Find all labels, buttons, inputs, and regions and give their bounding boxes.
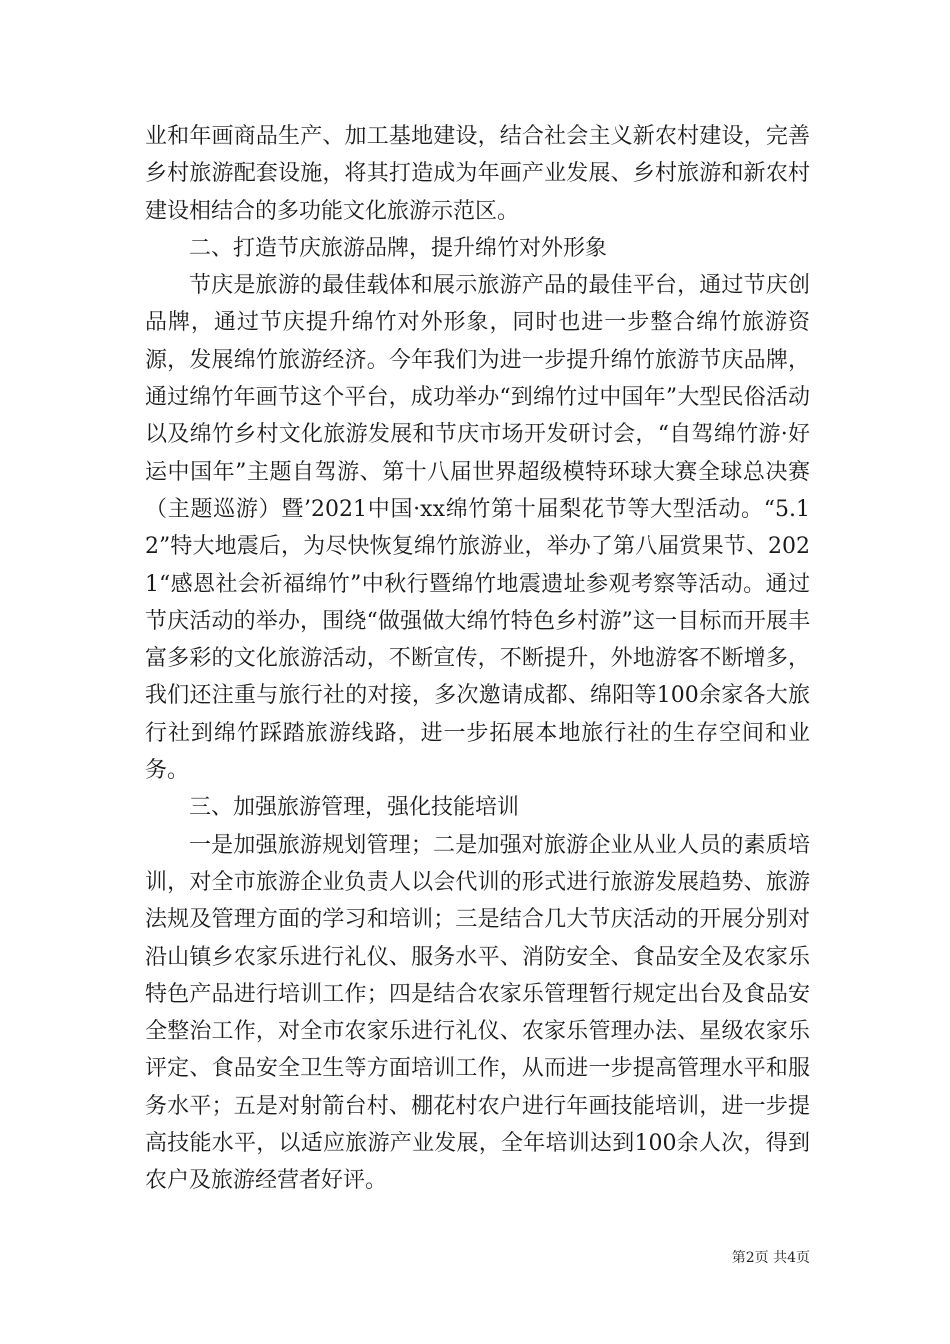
page-number-footer: 第2页 共4页	[731, 1250, 810, 1266]
section-heading-2: 二、打造节庆旅游品牌，提升绵竹对外形象	[189, 235, 608, 261]
paragraph-festival-tourism: 节庆是旅游的最佳载体和展示旅游产品的最佳平台，通过节庆创品牌，通过节庆提升绵竹对外形象，同时也进一步整合绵竹旅游资源，发展绵竹旅游经济。今年我们为进一步提升绵竹旅游节庆品牌，通过绵竹年画节这个平台，成功举办“到绵竹过中国年”大型民俗活动以及绵竹乡村文化旅游发展和节庆市场开发研讨会，“自驾绵竹游·好运中国年”主题自驾游、第十八届世界超级模特环球大赛全球总决赛（主题巡游）暨’2021中国·xx绵竹第十届梨花节等大型活动。“5.12”特大地震后，为尽快恢复绵竹旅游业，举办了第八届赏果节、2021“感恩社会祈福绵竹”中秋行暨绵竹地震遗址参观考察等活动。通过节庆活动的举办，围绕“做强做大绵竹特色乡村游”这一目标而开展丰富多彩的文化旅游活动，不断宣传，不断提升，外地游客不断增多，我们还注重与旅行社的对接，多次邀请成都、绵阳等100余家各大旅行社到绵竹踩踏旅游线路，进一步拓展本地旅行社的生存空间和业务。	[145, 273, 810, 784]
paragraph-continuation: 业和年画商品生产、加工基地建设，结合社会主义新农村建设，完善乡村旅游配套设施，将其打造成为年画产业发展、乡村旅游和新农村建设相结合的多功能文化旅游示范区。	[145, 124, 810, 224]
document-body	[145, 118, 810, 1200]
paragraph-training: 一是加强旅游规划管理；二是加强对旅游企业从业人员的素质培训，对全市旅游企业负责人以会代训的形式进行旅游发展趋势、旅游法规及管理方面的学习和培训；三是结合几大节庆活动的开展分别对沿山镇乡农家乐进行礼仪、服务水平、消防安全、食品安全及农家乐特色产品进行培训工作；四是结合农家乐管理暂行规定出台及食品安全整治工作，对全市农家乐进行礼仪、农家乐管理办法、星级农家乐评定、食品安全卫生等方面培训工作，从而进一步提高管理水平和服务水平；五是对射箭台村、棚花村农户进行年画技能培训，进一步提高技能水平，以适应旅游产业发展，全年培训达到100余人次，得到农户及旅游经营者好评。	[145, 832, 810, 1194]
section-heading-3: 三、加强旅游管理，强化技能培训	[189, 795, 520, 821]
